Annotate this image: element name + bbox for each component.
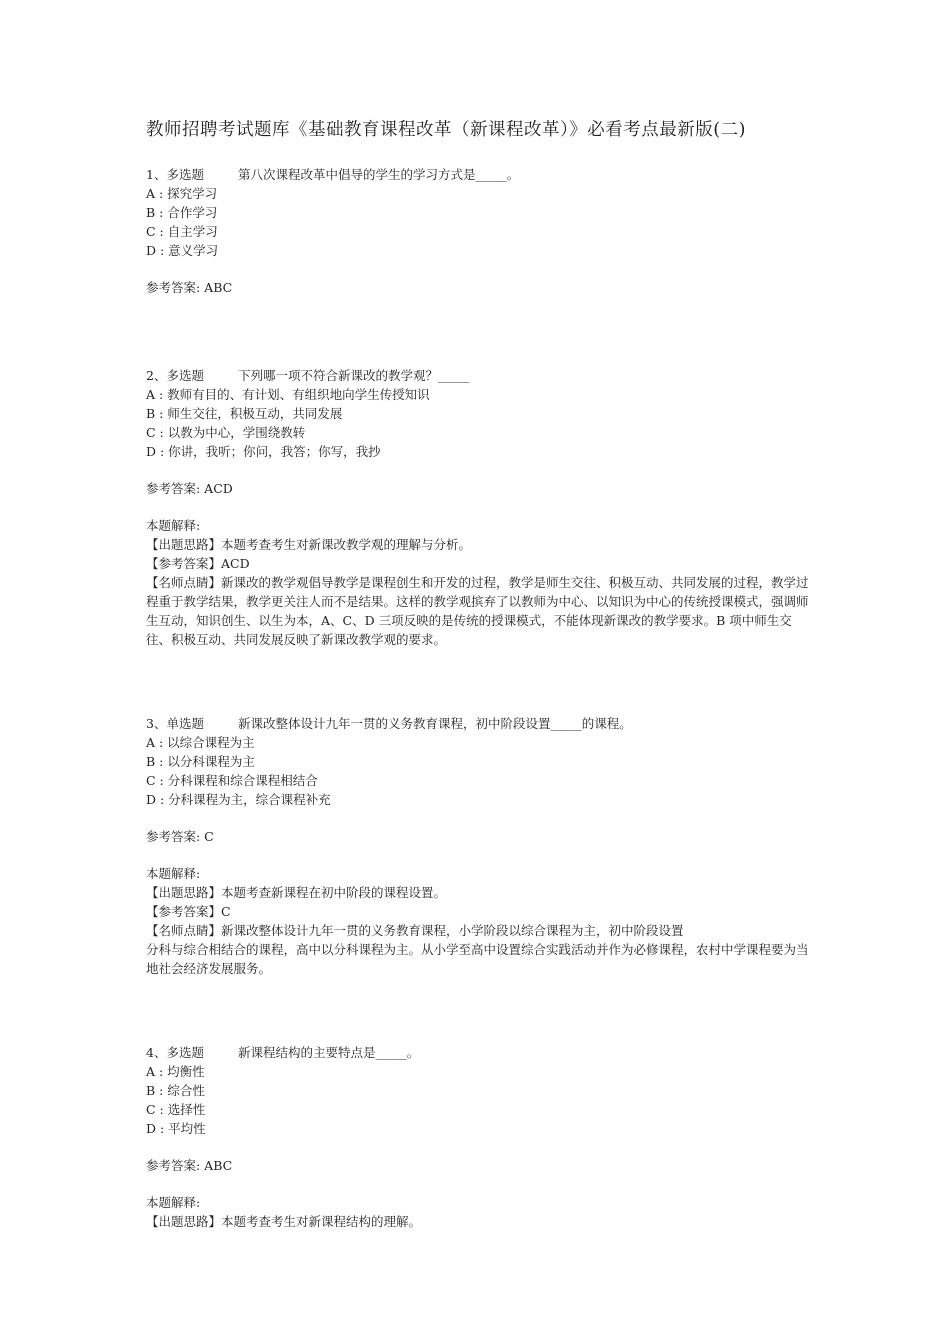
option-a: A : 探究学习 xyxy=(146,186,218,201)
question-type: 3、单选题 xyxy=(146,716,204,731)
question-stem: 下列哪一项不符合新课改的教学观？_____ xyxy=(238,368,470,383)
explanation-paragraph: 分科与综合相结合的课程，高中以分科课程为主。从小学至高中设置综合实践活动并作为必修课程，农村中学课程要为当地社会经济发展服务。 xyxy=(146,942,809,976)
question-stem: 新课程结构的主要特点是_____。 xyxy=(238,1045,420,1060)
question-type: 2、多选题 xyxy=(146,368,204,383)
question-type: 1、多选题 xyxy=(146,167,204,182)
option-c: C : 以教为中心，学围绕教转 xyxy=(146,425,306,440)
explanation-label: 本题解释: xyxy=(146,518,201,533)
question-type: 4、多选题 xyxy=(146,1045,204,1060)
explanation-line: 【出题思路】本题考查考生对新课程结构的理解。 xyxy=(146,1214,422,1229)
option-d: D : 你讲，我听；你问，我答；你写，我抄 xyxy=(146,444,381,459)
explanation-label: 本题解释: xyxy=(146,866,201,881)
explanation-label: 本题解释: xyxy=(146,1195,201,1210)
explanation-line: 【出题思路】本题考查考生对新课改教学观的理解与分析。 xyxy=(146,537,472,552)
explanation-line: 【参考答案】ACD xyxy=(146,556,250,571)
option-b: B : 合作学习 xyxy=(146,205,218,220)
option-d: D : 平均性 xyxy=(146,1121,206,1136)
option-a: A : 教师有目的、有计划、有组织地向学生传授知识 xyxy=(146,387,430,402)
reference-answer: 参考答案: ACD xyxy=(146,481,233,496)
reference-answer: 参考答案: C xyxy=(146,829,214,844)
reference-answer: 参考答案: ABC xyxy=(146,280,233,295)
question-block xyxy=(146,366,816,649)
question-header xyxy=(146,165,816,184)
question-block xyxy=(146,165,816,297)
option-c: C : 自主学习 xyxy=(146,224,218,239)
question-block xyxy=(146,714,816,978)
option-d: D : 分科课程为主，综合课程补充 xyxy=(146,792,331,807)
explanation-line: 【名师点睛】新课改整体设计九年一贯的义务教育课程，小学阶段以综合课程为主，初中阶段设置 xyxy=(146,923,684,938)
question-header xyxy=(146,366,816,385)
page-title: 教师招聘考试题库《基础教育课程改革（新课程改革）》必看考点最新版(二) xyxy=(146,120,746,140)
question-header xyxy=(146,714,816,733)
question-header xyxy=(146,1043,816,1062)
explanation-line: 【出题思路】本题考查新课程在初中阶段的课程设置。 xyxy=(146,885,447,900)
option-a: A : 均衡性 xyxy=(146,1064,205,1079)
explanation-line: 【参考答案】C xyxy=(146,904,231,919)
option-c: C : 分科课程和综合课程相结合 xyxy=(146,773,318,788)
option-b: B : 师生交往，积极互动，共同发展 xyxy=(146,406,343,421)
option-a: A : 以综合课程为主 xyxy=(146,735,255,750)
option-b: B : 以分科课程为主 xyxy=(146,754,255,769)
option-c: C : 选择性 xyxy=(146,1102,206,1117)
reference-answer: 参考答案: ABC xyxy=(146,1158,233,1173)
explanation-paragraph: 【名师点睛】新课改的教学观倡导教学是课程创生和开发的过程，教学是师生交往、积极互动、共同发展的过程，教学过程重于教学结果，教学更关注人而不是结果。这样的教学观摈弃了以教师为中心、以知识为中心的传统授课模式，强调师生互动，知识创生、以生为本，A、C、D 三项反映的是传统的授课模式，不能体现新课改的教学要求。B 项中师生交往、积极互动、共同发展反映了新课改教学观的要求。 xyxy=(146,575,809,647)
question-stem: 第八次课程改革中倡导的学生的学习方式是_____。 xyxy=(238,167,520,182)
question-stem: 新课改整体设计九年一贯的义务教育课程，初中阶段设置_____的课程。 xyxy=(238,716,632,731)
question-block xyxy=(146,1043,816,1231)
option-d: D : 意义学习 xyxy=(146,243,219,258)
option-b: B : 综合性 xyxy=(146,1083,205,1098)
